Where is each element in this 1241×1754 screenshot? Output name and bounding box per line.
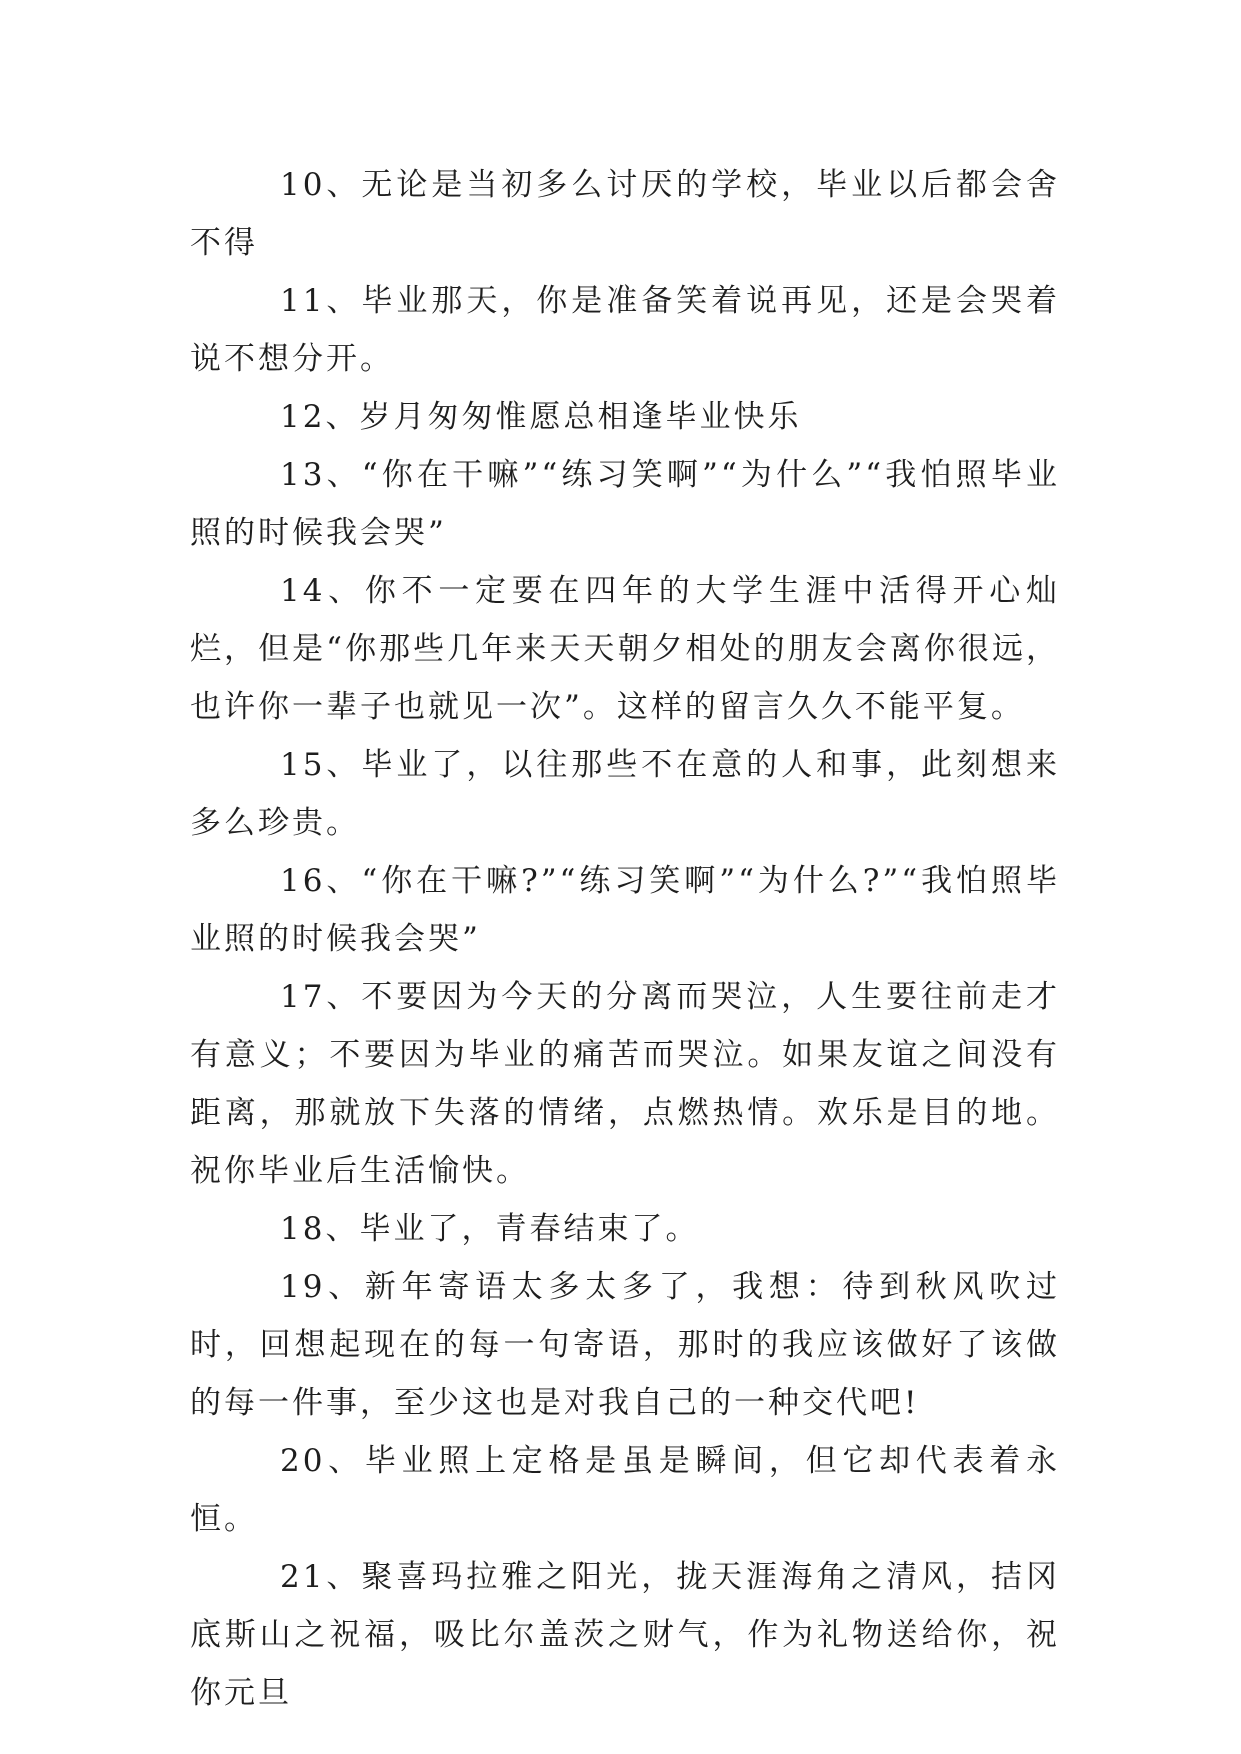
paragraph-14: 14、你不一定要在四年的大学生涯中活得开心灿烂，但是“你那些几年来天天朝夕相处的朋友会离你很远，也许你一辈子也就见一次”。这样的留言久久不能平复。 <box>190 573 1060 725</box>
paragraph-11: 11、毕业那天，你是准备笑着说再见，还是会哭着说不想分开。 <box>190 283 1060 377</box>
paragraph-10: 10、无论是当初多么讨厌的学校，毕业以后都会舍不得 <box>190 167 1060 261</box>
paragraph-16: 16、“你在干嘛?”“练习笑啊”“为什么?”“我怕照毕业照的时候我会哭” <box>190 863 1060 957</box>
document-body <box>190 156 1060 1722</box>
paragraph-13: 13、“你在干嘛”“练习笑啊”“为什么”“我怕照毕业照的时候我会哭” <box>190 457 1060 551</box>
paragraph-21: 21、聚喜玛拉雅之阳光，拢天涯海角之清风，拮冈底斯山之祝福，吸比尔盖茨之财气，作为礼物送给你，祝你元旦 <box>190 1559 1060 1711</box>
paragraph-15: 15、毕业了，以往那些不在意的人和事，此刻想来多么珍贵。 <box>190 747 1060 841</box>
paragraph-20: 20、毕业照上定格是虽是瞬间，但它却代表着永恒。 <box>190 1443 1060 1537</box>
paragraph-18: 18、毕业了，青春结束了。 <box>280 1211 700 1247</box>
paragraph-17: 17、不要因为今天的分离而哭泣，人生要往前走才有意义；不要因为毕业的痛苦而哭泣。如果友谊之间没有距离，那就放下失落的情绪，点燃热情。欢乐是目的地。祝你毕业后生活愉快。 <box>190 979 1060 1189</box>
paragraph-12: 12、岁月匆匆惟愿总相逢毕业快乐 <box>280 399 802 435</box>
paragraph-19: 19、新年寄语太多太多了，我想：待到秋风吹过时，回想起现在的每一句寄语，那时的我应该做好了该做的每一件事，至少这也是对我自己的一种交代吧! <box>190 1269 1060 1421</box>
